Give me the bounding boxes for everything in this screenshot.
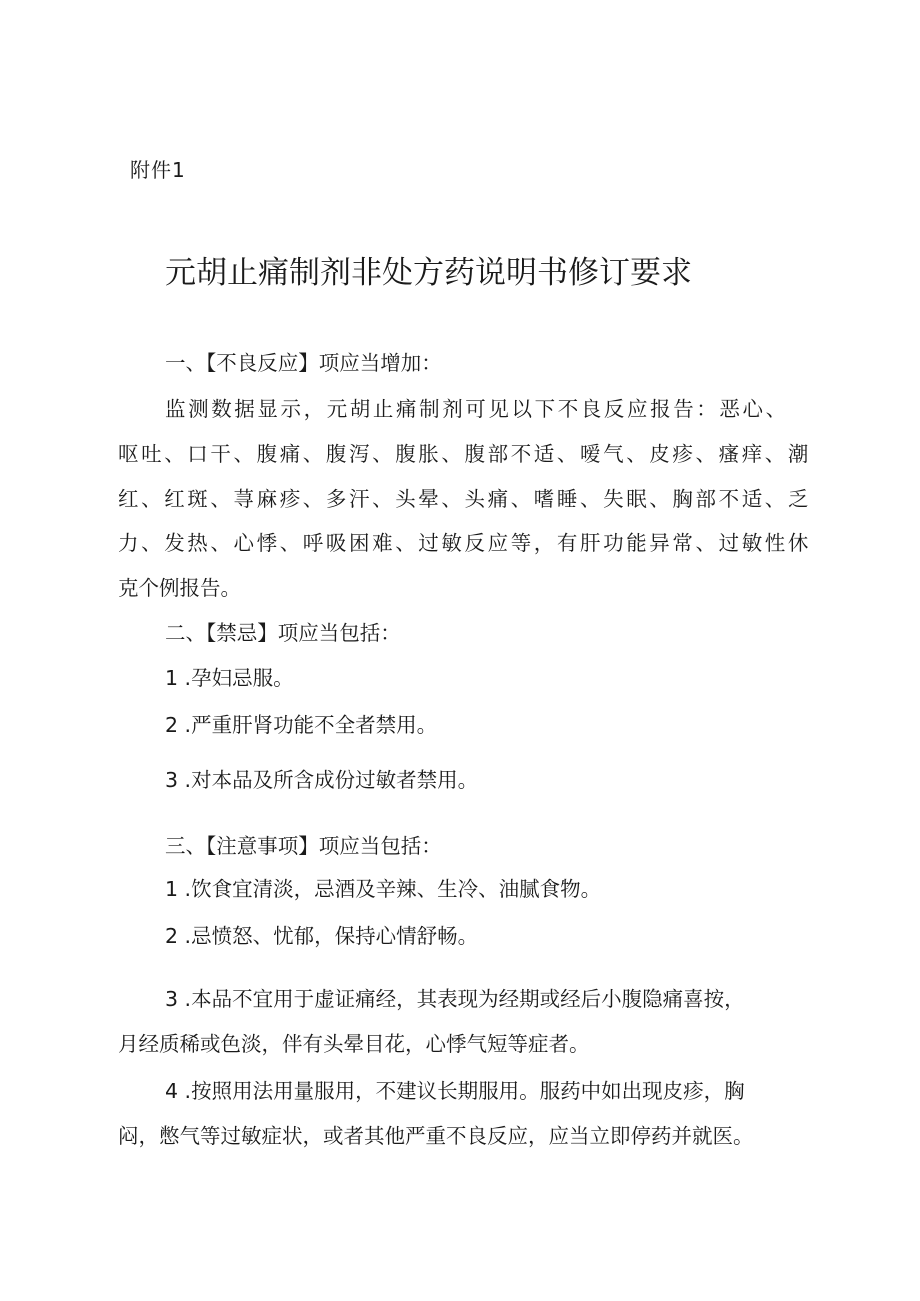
section-heading-precautions: 三、【注意事项】项应当包括： [165,834,442,858]
paragraph-line: 力、发热、心悸、呼吸困难、过敏反应等，有肝功能异常、过敏性休 [118,531,811,555]
list-item: 2 .严重肝肾功能不全者禁用。 [165,713,438,737]
paragraph-line: 克个例报告。 [118,576,241,600]
paragraph-line: 红、红斑、荨麻疹、多汗、头晕、头痛、嗜睡、失眠、胸部不适、乏 [118,487,811,511]
paragraph-line: 月经质稀或色淡，伴有头晕目花，心悸气短等症者。 [118,1032,590,1056]
document-title: 元胡止痛制剂非处方药说明书修订要求 [165,255,692,291]
paragraph-line: 闷，憋气等过敏症状，或者其他严重不良反应，应当立即停药并就医。 [118,1124,754,1148]
list-item: 3 .本品不宜用于虚证痛经，其表现为经期或经后小腹隐痛喜按， [165,987,745,1011]
attachment-label: 附件1 [130,158,186,182]
paragraph-line: 呕吐、口干、腹痛、腹泻、腹胀、腹部不适、嗳气、皮疹、瘙痒、潮 [118,442,811,466]
list-item: 3 .对本品及所含成份过敏者禁用。 [165,768,479,792]
list-item: 1 .孕妇忌服。 [165,666,294,690]
list-item: 1 .饮食宜清淡，忌酒及辛辣、生冷、油腻食物。 [165,877,602,901]
list-item: 2 .忌愤怒、忧郁，保持心情舒畅。 [165,924,479,948]
section-heading-contraindications: 二、【禁忌】项应当包括： [165,621,401,645]
section-heading-adverse-reactions: 一、【不良反应】项应当增加： [165,351,442,375]
paragraph-line: 监测数据显示，元胡止痛制剂可见以下不良反应报告：恶心、 [165,397,789,421]
list-item: 4 .按照用法用量服用，不建议长期服用。服药中如出现皮疹，胸 [165,1079,745,1103]
